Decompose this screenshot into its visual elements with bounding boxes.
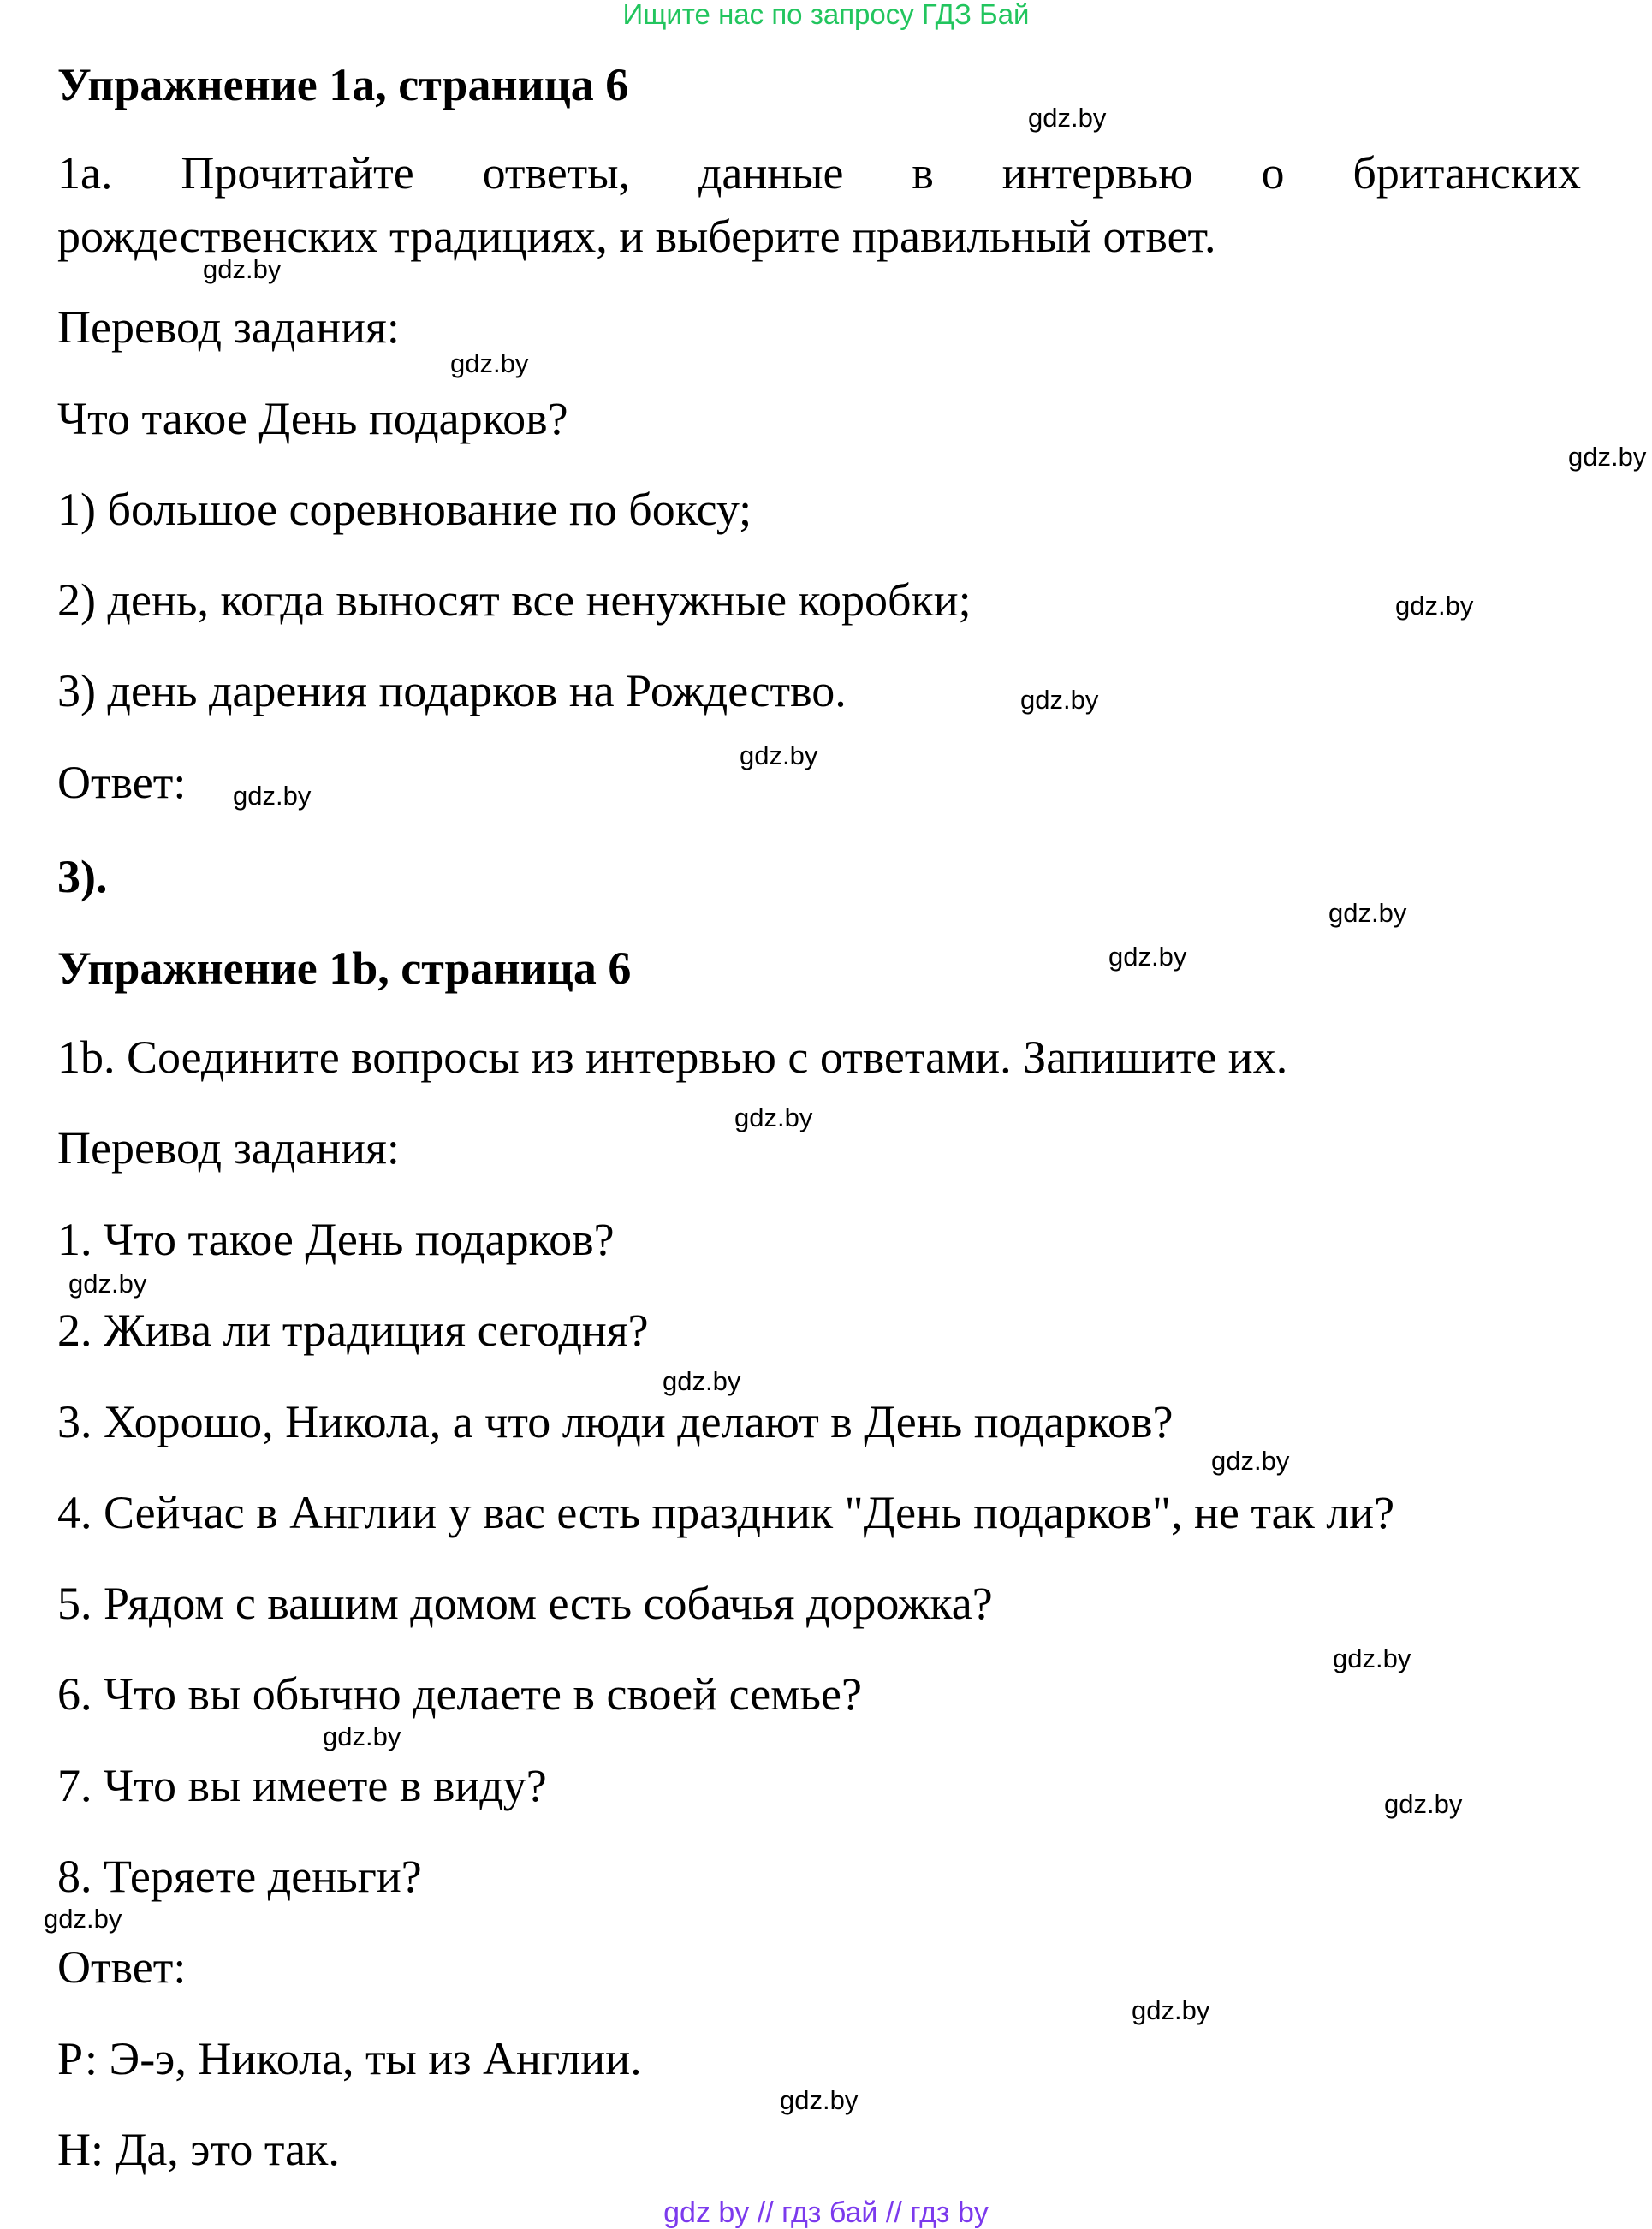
ex1b-translation-label: Перевод задания: (57, 1122, 400, 1174)
watermark: gdz.by (203, 254, 282, 284)
ex1a-option-2: 2) день, когда выносят все ненужные коробки; (57, 574, 972, 626)
ex1a-answer-label: Ответ: (57, 757, 187, 808)
footer-links[interactable]: gdz by // гдз бай // гдз by (663, 2196, 989, 2229)
watermark: gdz.by (1211, 1446, 1290, 1476)
ex1b-dialogue-line-1: Р: Э-э, Никола, ты из Англии. (57, 2033, 642, 2084)
ex1a-option-1: 1) большое соревнование по боксу; (57, 484, 752, 535)
watermark: gdz.by (233, 781, 312, 811)
ex1a-task-line-1: 1a. Прочитайте ответы, данные в интервью о британских (57, 147, 1581, 199)
ex1b-question-4: 4. Сейчас в Англии у вас есть праздник "День подарков", не так ли? (57, 1487, 1395, 1538)
watermark: gdz.by (1384, 1789, 1463, 1819)
watermark: gdz.by (44, 1904, 122, 1934)
ex1b-question-2: 2. Жива ли традиция сегодня? (57, 1305, 649, 1356)
watermark: gdz.by (1328, 898, 1407, 928)
ex1b-answer-label: Ответ: (57, 1941, 187, 1993)
watermark: gdz.by (1108, 942, 1187, 972)
watermark: gdz.by (1132, 1995, 1210, 2025)
watermark: gdz.by (734, 1103, 813, 1132)
ex1b-question-5: 5. Рядом с вашим домом есть собачья дорожка? (57, 1578, 993, 1629)
ex1b-dialogue-line-2: Н: Да, это так. (57, 2124, 340, 2175)
ex1a-answer: 3). (57, 851, 108, 902)
ex1b-question-6: 6. Что вы обычно делаете в своей семье? (57, 1668, 862, 1720)
watermark: gdz.by (780, 2085, 859, 2115)
ex1b-question-7: 7. Что вы имеете в виду? (57, 1760, 547, 1811)
ex1a-translation-label: Перевод задания: (57, 301, 400, 353)
watermark: gdz.by (1028, 103, 1107, 133)
top-search-banner[interactable]: Ищите нас по запросу ГДЗ Бай (622, 0, 1030, 30)
watermark: gdz.by (68, 1269, 147, 1299)
ex1b-question-3: 3. Хорошо, Никола, а что люди делают в День подарков? (57, 1396, 1174, 1447)
watermark: gdz.by (323, 1721, 401, 1751)
ex1b-task: 1b. Соедините вопросы из интервью с ответами. Запишите их. (57, 1031, 1288, 1083)
ex1a-heading: Упражнение 1a, страница 6 (57, 59, 629, 110)
watermark: gdz.by (663, 1366, 741, 1396)
ex1a-question: Что такое День подарков? (57, 393, 568, 444)
watermark: gdz.by (1395, 591, 1474, 621)
watermark: gdz.by (1333, 1644, 1411, 1673)
watermark: gdz.by (450, 348, 529, 378)
ex1b-question-1: 1. Что такое День подарков? (57, 1214, 615, 1265)
ex1b-question-8: 8. Теряете деньги? (57, 1851, 422, 1902)
watermark: gdz.by (740, 740, 818, 770)
ex1b-heading: Упражнение 1b, страница 6 (57, 942, 632, 994)
watermark: gdz.by (1568, 442, 1647, 472)
ex1a-task-line-2: рождественских традициях, и выберите правильный ответ. (57, 211, 1216, 262)
ex1a-option-3: 3) день дарения подарков на Рождество. (57, 665, 847, 716)
watermark: gdz.by (1020, 685, 1099, 715)
